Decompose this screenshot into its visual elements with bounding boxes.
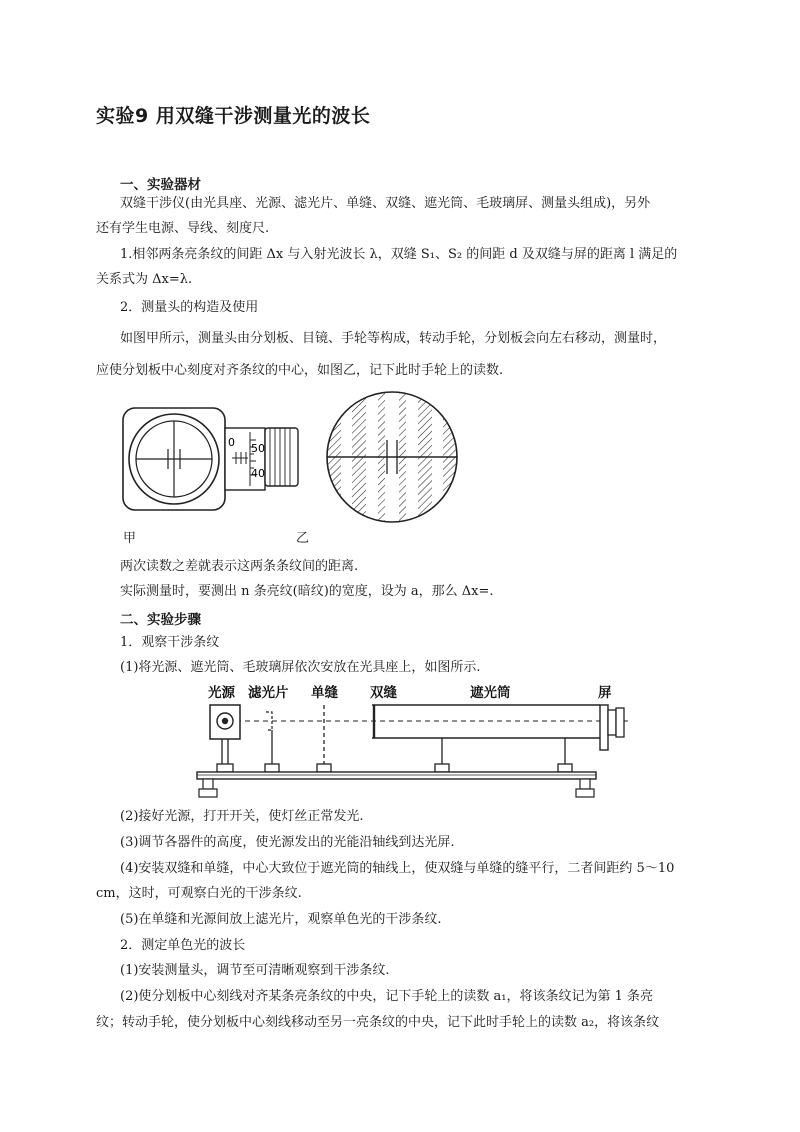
label-double-slit: 双缝 [370,685,397,701]
paragraph-line: cm，这时，可观察白光的干涉条纹. [96,886,302,901]
section-heading-equipment: 一、实验器材 [120,177,201,193]
scale-top-label: 50 [251,442,265,455]
label-screen: 屏 [598,685,612,701]
section-heading-steps: 二、实验步骤 [120,612,201,628]
subheading-measure-head: 2．测量头的构造及使用 [120,300,259,315]
label-tube: 遮光筒 [470,685,511,701]
paragraph-line: 纹；转动手轮，使分划板中心刻线移动至另一亮条纹的中央，记下此时手轮上的读数 a₂，将该条纹 [96,1015,660,1030]
paragraph-line: 应使分划板中心刻度对齐条纹的中心，如图乙，记下此时手轮上的读数. [96,363,504,378]
figure-label-b: 乙 [296,531,310,546]
figure-label-a: 甲 [123,531,137,546]
paragraph-line: (1)将光源、遮光筒、毛玻璃屏依次安放在光具座上，如图所示. [120,660,481,675]
paragraph-line: (2)使分划板中心刻线对齐某条亮条纹的中央，记下手轮上的读数 a₁，将该条纹记为第 1 条亮 [120,989,654,1004]
paragraph-line: 实际测量时，要测出 n 条亮纹(暗纹)的宽度，设为 a，那么 Δx=. [120,584,494,599]
paragraph-line: 两次读数之差就表示这两条条纹间的距离. [120,559,359,574]
scale-bottom-label: 40 [251,467,265,480]
subheading-wavelength: 2．测定单色光的波长 [120,938,246,953]
subheading-observe: 1．观察干涉条纹 [120,635,220,650]
paragraph-line: (3)调节各器件的高度，使光源发出的光能沿轴线到达光屏. [120,835,455,850]
paragraph-line: (5)在单缝和光源间放上滤光片，观察单色光的干涉条纹. [120,912,442,927]
paragraph-line: 还有学生电源、导线、刻度尺. [96,221,270,236]
scale-zero-label: 0 [228,436,235,449]
paragraph-line: 双缝干涉仪(由光具座、光源、滤光片、单缝、双缝、遮光筒、毛玻璃屏、测量头组成)，另外 [120,196,651,211]
paragraph-line: (1)安装测量头，调节至可清晰观察到干涉条纹. [120,963,390,978]
label-light-source: 光源 [208,685,235,701]
paragraph-line: 1.相邻两条亮条纹的间距 Δx 与入射光波长 λ，双缝 S₁、S₂ 的间距 d 及双缝与屏的距离 l 满足的 [120,247,678,262]
optical-bench [197,772,596,779]
paragraph-line: 关系式为 Δx=λ. [96,272,193,287]
page-title: 实验9 用双缝干涉测量光的波长 [96,105,371,127]
paragraph-line: (4)安装双缝和单缝，中心大致位于遮光筒的轴线上，使双缝与单缝的缝平行，二者间距约 5～10 [120,861,675,876]
label-filter: 滤光片 [248,685,289,701]
paragraph-line: 如图甲所示，测量头由分划板、目镜、手轮等构成，转动手轮，分划板会向左右移动，测量时， [120,331,667,346]
paragraph-line: (2)接好光源，打开开关，使灯丝正常发光. [120,809,364,824]
screen [600,705,608,750]
label-single-slit: 单缝 [311,685,338,701]
